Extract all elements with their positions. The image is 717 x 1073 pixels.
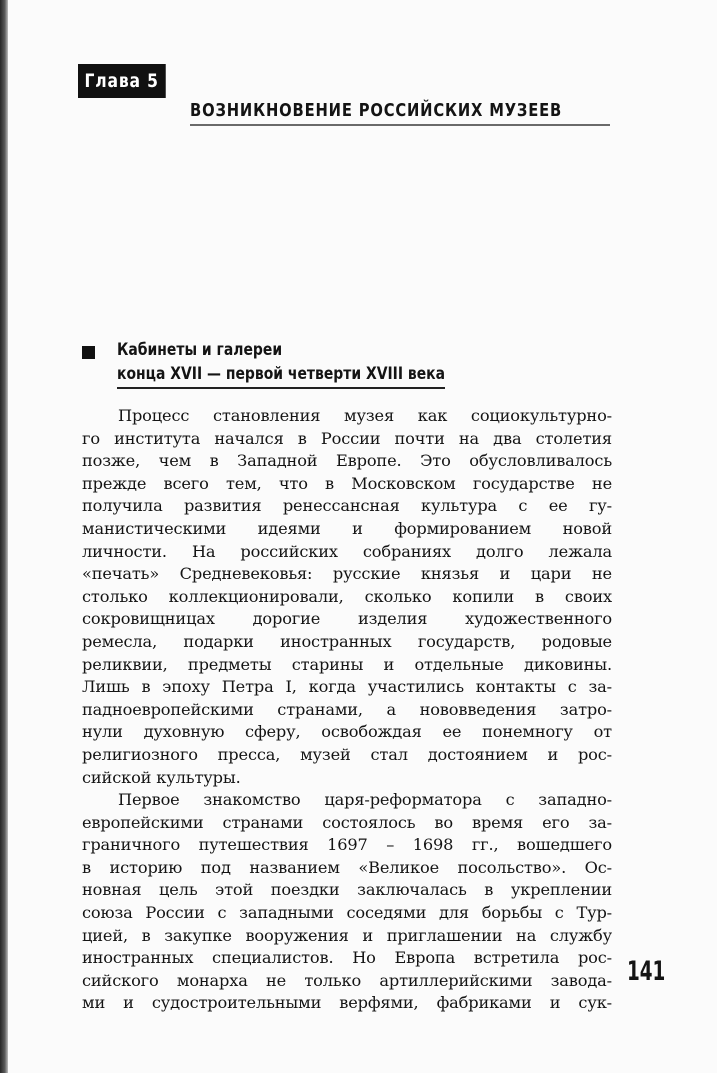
- page-binding-edge: [0, 0, 8, 1073]
- body-text: [82, 405, 612, 1015]
- text-line: сокровищницах дорогие изделия художественного: [82, 609, 612, 629]
- text-line: сийской культуры.: [82, 767, 241, 787]
- text-line: европейскими странами состоялось во время его за-: [82, 812, 612, 832]
- text-line: сийского монарха не только артиллерийскими завода-: [82, 970, 612, 990]
- text-line: союза России с западными соседями для борьбы с Тур-: [82, 903, 612, 923]
- section-bullet-icon: [82, 346, 95, 359]
- text-line: го института начался в России почти на два столетия: [82, 428, 612, 448]
- text-line: граничного путешествия 1697 – 1698 гг., вошедшего: [82, 835, 612, 855]
- text-line: Процесс становления музея как социокультурно-: [118, 406, 612, 425]
- text-line: личности. На российских собраниях долго лежала: [82, 541, 612, 561]
- text-line: Первое знакомство царя-реформатора с западно-: [118, 790, 612, 810]
- text-line: иностранных специалистов. Но Европа встретила рос-: [82, 948, 612, 968]
- text-line: в историю под названием «Великое посольство». Ос-: [82, 857, 612, 877]
- text-line: позже, чем в Западной Европе. Это обусловливалось: [82, 451, 612, 471]
- text-line: падноевропейскими странами, а нововведения затро-: [82, 699, 612, 719]
- section-heading-line1: Кабинеты и галереи: [117, 340, 283, 360]
- text-line: реликвии, предметы старины и отдельные диковины.: [82, 654, 612, 674]
- section-heading-line2: конца XVII — первой четверти XVIII века: [117, 362, 445, 389]
- text-line: получила развития ренессансная культура с ее гу-: [82, 496, 612, 516]
- text-line: «печать» Средневековья: русские князья и цари не: [82, 564, 612, 584]
- text-line: ми и судостроительными верфями, фабриками и сук-: [82, 993, 612, 1013]
- text-line: Лишь в эпоху Петра I, когда участились контакты с за-: [82, 677, 612, 697]
- text-line: нули духовную сферу, освобождая ее понемногу от: [82, 722, 612, 742]
- text-line: новная цель этой поездки заключалась в укреплении: [82, 880, 612, 900]
- chapter-label: Глава 5: [78, 64, 165, 98]
- text-line: цией, в закупке вооружения и приглашении на службу: [82, 925, 612, 945]
- text-line: столько коллекционировали, сколько копили в своих: [82, 586, 612, 606]
- text-line: прежде всего тем, что в Московском государстве не: [82, 473, 612, 493]
- section-heading: [117, 338, 445, 389]
- text-line: манистическими идеями и формированием новой: [82, 518, 612, 538]
- text-line: религиозного пресса, музей стал достоянием и рос-: [82, 744, 612, 764]
- chapter-title-rule: [190, 124, 610, 126]
- page-number: 141: [627, 956, 666, 987]
- chapter-title: ВОЗНИКНОВЕНИЕ РОССИЙСКИХ МУЗЕЕВ: [190, 100, 563, 121]
- text-line: ремесла, подарки иностранных государств, родовые: [82, 631, 612, 651]
